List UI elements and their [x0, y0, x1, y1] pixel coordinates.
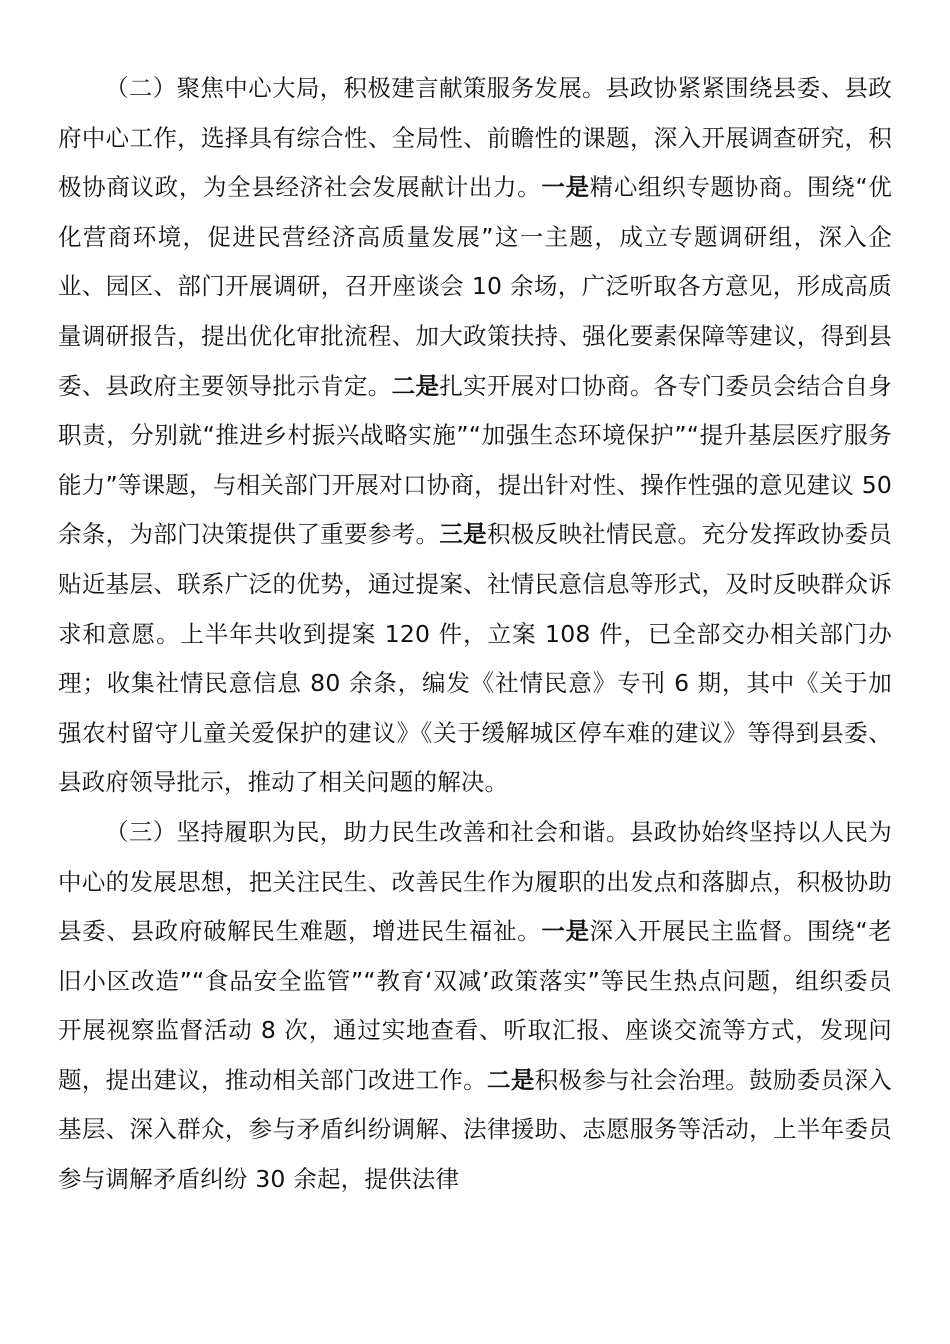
section-3-point-1: 深入开展民主监督。围绕“老旧小区改造”“食品安全监管”“教育‘双减’政策落实”等民生热点问题，组织委员开展视察监督活动 8 次，通过实地查看、听取汇报、座谈交流等方式，发现问题，提出建议，推动相关部门改进工作。 — [58, 917, 893, 1094]
paragraph-section-2 — [58, 64, 892, 808]
lead-phrase-1: 一是 — [541, 173, 590, 202]
section-2-point-2: 扎实开展对口协商。各专门委员会结合自身职责，分别就“推进乡村振兴战略实施”“加强生态环境保护”“提升基层医疗服务能力”等课题，与相关部门开展对口协商，提出针对性、操作性强的意见建议 50 余条，为部门决策提供了重要参考。 — [58, 371, 892, 549]
section-3-point-2: 积极参与社会治理。鼓励委员深入基层、深入群众，参与矛盾纠纷调解、法律援助、志愿服务等活动，上半年委员参与调解矛盾纠纷 30 余起，提供法律 — [58, 1065, 893, 1194]
paragraph-section-3 — [58, 808, 892, 1205]
section-2-intro: （二）聚焦中心大局，积极建言献策服务发展。县政协紧紧围绕县委、县政府中心工作，选择具有综合性、全局性、前瞻性的课题，深入开展调查研究，积极协商议政，为全县经济社会发展献计出力。 — [58, 74, 892, 202]
lead-phrase-3: 三是 — [439, 520, 487, 549]
section-3-intro: （三）坚持履职为民，助力民生改善和社会和谐。县政协始终坚持以人民为中心的发展思想，把关注民生、改善民生作为履职的出发点和落脚点，积极协助县委、县政府破解民生难题，增进民生福祉。 — [58, 817, 892, 946]
section-2-point-1: 精心组织专题协商。围绕“优化营商环境，促进民营经济高质量发展”这一主题，成立专题调研组，深入企业、园区、部门开展调研，召开座谈会 10 余场，广泛听取各方意见，形成高质量调研报告，提出优化审批流程、加大政策扶持、强化要素保障等建议，得到县委、县政府主要领导批示肯定。 — [58, 173, 893, 400]
lead-phrase-2: 二是 — [486, 1065, 535, 1094]
lead-phrase-1: 一是 — [541, 917, 590, 946]
lead-phrase-2: 二是 — [391, 371, 440, 400]
section-2-point-3: 积极反映社情民意。充分发挥政协委员贴近基层、联系广泛的优势，通过提案、社情民意信息等形式，及时反映群众诉求和意愿。上半年共收到提案 120 件，立案 108 件，已全部交办相关部门办理；收集社情民意信息 80 余条，编发《社情民意》专刊 6 期，其中《关于加强农村留守儿童关爱保护的建议》《关于缓解城区停车难的建议》等得到县委、县政府领导批示，推动了相关问题的解决。 — [58, 520, 892, 797]
